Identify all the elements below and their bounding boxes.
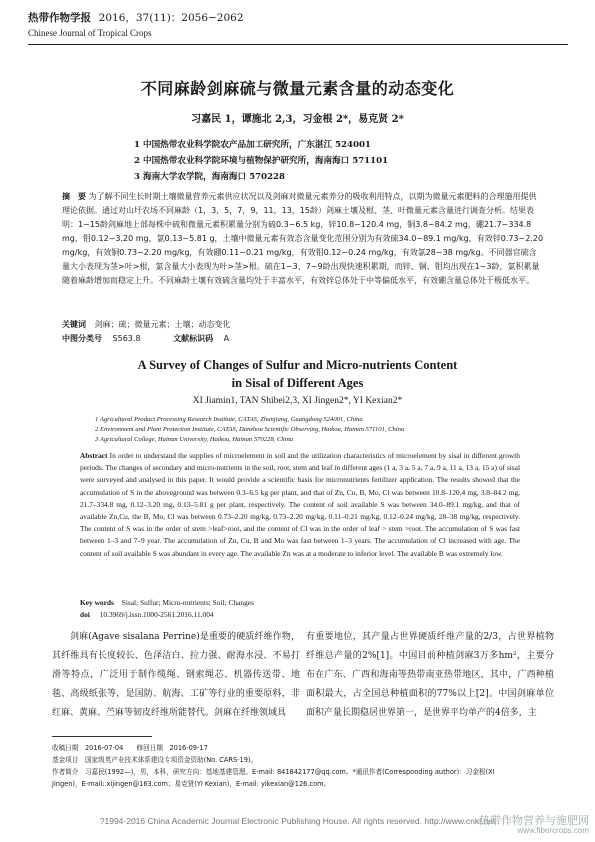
classification-zh [62, 332, 544, 346]
journal-citation [28, 10, 244, 25]
body-text-left: 剑麻(Agave sisalana Perrine)是重要的硬质纤维作物，其纤维具有长度较长、色泽洁白、拉力强、耐海水浸、不易打滑等特点，广泛用于制作缆绳、钢索绳芯、机器传送带、地毯、高级纸张等，是国防、航海、工矿等行业的重要原料，非红麻、黄麻、苎麻等韧皮纤维所能替代。剑麻在纤维领域具 [52, 632, 300, 718]
watermark-zh: 热带作物营养与施肥网 [479, 814, 589, 827]
title-en-line1: A Survey of Changes of Sulfur and Micro-nutrients Content [137, 358, 458, 372]
doi [80, 609, 520, 621]
affiliation-zh-1: 1 中国热带农业科学院农产品加工研究所，广东湛江 524001 [134, 140, 371, 150]
doc-code: A [223, 334, 230, 343]
affiliation-zh-3: 3 海南大学农学院，海南海口 570228 [134, 172, 285, 182]
keywords-en-text: Sisal; Sulfur; Micro-nutrients; Soil; Changes [121, 598, 254, 607]
abstract-zh-text: 为了解不同生长时期土壤微量营养元素供应状况以及剑麻对微量元素养分的吸收利用特点，以期为微量元素肥料的合理施用提供理论依据。通过对山圩农场不同麻龄（1，3，5，7，9，11，13，15龄）剑麻土壤及根、茎、叶微量元素含量进行调查分析。结果表明：1~15龄剑麻地上部每株中硫和微量元素积累量分别为硫0.3~6.5 kg，锌10.8~120.4 mg，铜3.8~84.2 mg，硼21.7~334.8 mg，钼0.12~3.20 mg，氯0.13~5.81 g，土壤中微量元素有效态含量变化范围分别为有效硫34.0~89.1 mg/kg，有效锌0.73~2.20 mg/kg，有效铜0.73~2.20 mg/kg，有效硼0.11~0.21 mg/kg，有效钼0.12~0.24 mg/kg，有效氯28~38 mg/kg。不同器官硫含量大小表现为茎>叶>根，氯含量大小表现为叶>茎>根。硫在1~3、7~9龄出现快速积累期，而锌、铜、钼均出现在1~3龄，氯积累量随着麻龄增加而稳定上升。不同麻龄土壤有效硫含量均处于丰富水平，有效锌总体处于中等偏低水平，有效硼含量总体处于极低水平。 [62, 192, 544, 285]
doc-code-label: 文献标识码 [173, 334, 214, 343]
keywords-zh-label: 关键词 [62, 320, 86, 329]
affiliation-zh-2: 2 中国热带农业科学院环境与植物保护研究所，海南海口 571101 [134, 156, 389, 166]
doi-label: doi [80, 610, 90, 619]
authors-zh: 习嘉民 1，谭施北 2,3，习金根 2*，易克贤 2* [191, 114, 404, 125]
journal-name-zh: 热带作物学报 [28, 12, 91, 24]
title-zh: 不同麻龄剑麻硫与微量元素含量的动态变化 [140, 79, 455, 98]
copyright-footer: ?1994-2016 China Academic Journal Electronic Publishing House. All rights reserved. http://www.cnki.net [99, 816, 496, 826]
journal-name-en: Chinese Journal of Tropical Crops [28, 28, 152, 38]
watermark-url: www.fibercrops.com [517, 826, 589, 835]
keywords-zh [62, 318, 544, 332]
keywords-en-label: Key words [80, 598, 114, 607]
header-rule [28, 44, 568, 45]
authors-en: XI Jiamin1, TAN Shibei2,3, XI Jingen2*, YI Kexian2* [192, 396, 403, 406]
abstract-en-text: In order to understand the supplies of microelement in soil and the utilization characteristics of microelement by sisal in different growth periods. The changes of secondary and micro-nutrients in the soil, root, stem and leaf in different ages (1 a, 3 a, 5 a, 7 a, 9 a, 11 a, 13 a, 15 a) of sisal were surveyed and analysed in this paper. It would provide a scientific basis for micronutrients fertilizer application. The results showed that the accumulation of S in the aboveground was between 0.3–6.5 kg per plant, and that of Zn, Cu, B, Mo, Cl was between 10.8–120.4 mg, 3.8–84.2 mg, 21.7–334.8 mg, 0.12–3.20 mg, 0.13–5.81 g per plant, respectively. The content of soil available S was between 34.0–89.1 mg/kg, and that of available Zn,Cu, the B, Mo, Cl was between 0.73–2.20 mg/kg, 0.73–2.20 mg/kg, 0.11–0.21 mg/kg, 0.12–0.24 mg/kg, 28–38 mg/kg, respectively. The content of S was in the order of stem >leaf>root, and the content of Cl was in the order of leaf > stem >root. The accumulation of S was fast between 1–3 and 7–9 year. The accumulation of Zn, Cu, B and Mo was fast between 1–3 years. The accumulation of Cl increased with age. The content of soil available S was abundant in every age. The available Zn was at a moderate to inferior level. The available B was extremely low. [80, 451, 520, 558]
affiliation-en-3: 3 Agricultural College, Hainan University, Haikou, Hainan 570228, China [95, 436, 294, 443]
abstract-en [80, 450, 520, 560]
clc-label: 中图分类号 [62, 334, 102, 343]
footnote-funding: 基金项目 国家级英产业技术体系建设专项资金资助(No. CARS-19)。 [52, 756, 258, 764]
clc-code: S563.8 [112, 334, 141, 343]
footnote-received: 收稿日期 2016-07-04 修回日期 2016-09-17 [52, 744, 208, 752]
title-en-line2: in Sisal of Different Ages [231, 376, 364, 390]
abstract-zh [62, 190, 544, 288]
footnote-rule [52, 736, 152, 737]
keywords-en [80, 597, 520, 609]
affiliation-en-1: 1 Agricultural Product Processing Research Institute, CATAS, Zhanjiang, Guangdong 524001, China [95, 416, 363, 423]
abstract-zh-label: 摘 要 [62, 192, 86, 201]
body-text-right: 有重要地位，其产量占世界硬质纤维产量的2/3，占世界植物纤维总产量的2%[1]。中国目前种植剑麻3万多hm²，主要分布在广东、广西和海南等热带南亚热带地区，其中，广西种植面积最大，占全国总种植面积的77%以上[2]。中国剑麻单位面积产量长期稳居世界第一，是世界平均单产的4倍多，主 [306, 632, 554, 718]
doi-text: 10.3969/j.issn.1000-2561.2016.11.004 [99, 610, 214, 619]
footnote-emails: Jingen)，E-mail: xijingen@163.com；易克贤(YI Kexian)，E-mail: yikexian@126.com。 [52, 780, 331, 788]
abstract-en-label: Abstract [80, 451, 108, 460]
affiliation-en-2: 2 Environment and Plant Protection Institute, CATAS, Danzhou Scientific Observing, Haikou, Hainan 571101, China [95, 426, 405, 433]
keywords-zh-text: 剑麻；硫；微量元素；土壤；动态变化 [94, 320, 231, 329]
footnote-author-bio: 作者简介 习嘉民(1992—)，男，本科，研究方向：基地基建管理。E-mail: 841842177@qq.com。*通讯作者(Corresponding author)：习金根(XI [52, 768, 495, 776]
citation: 2016，37(11)：2056−2062 [98, 12, 244, 24]
